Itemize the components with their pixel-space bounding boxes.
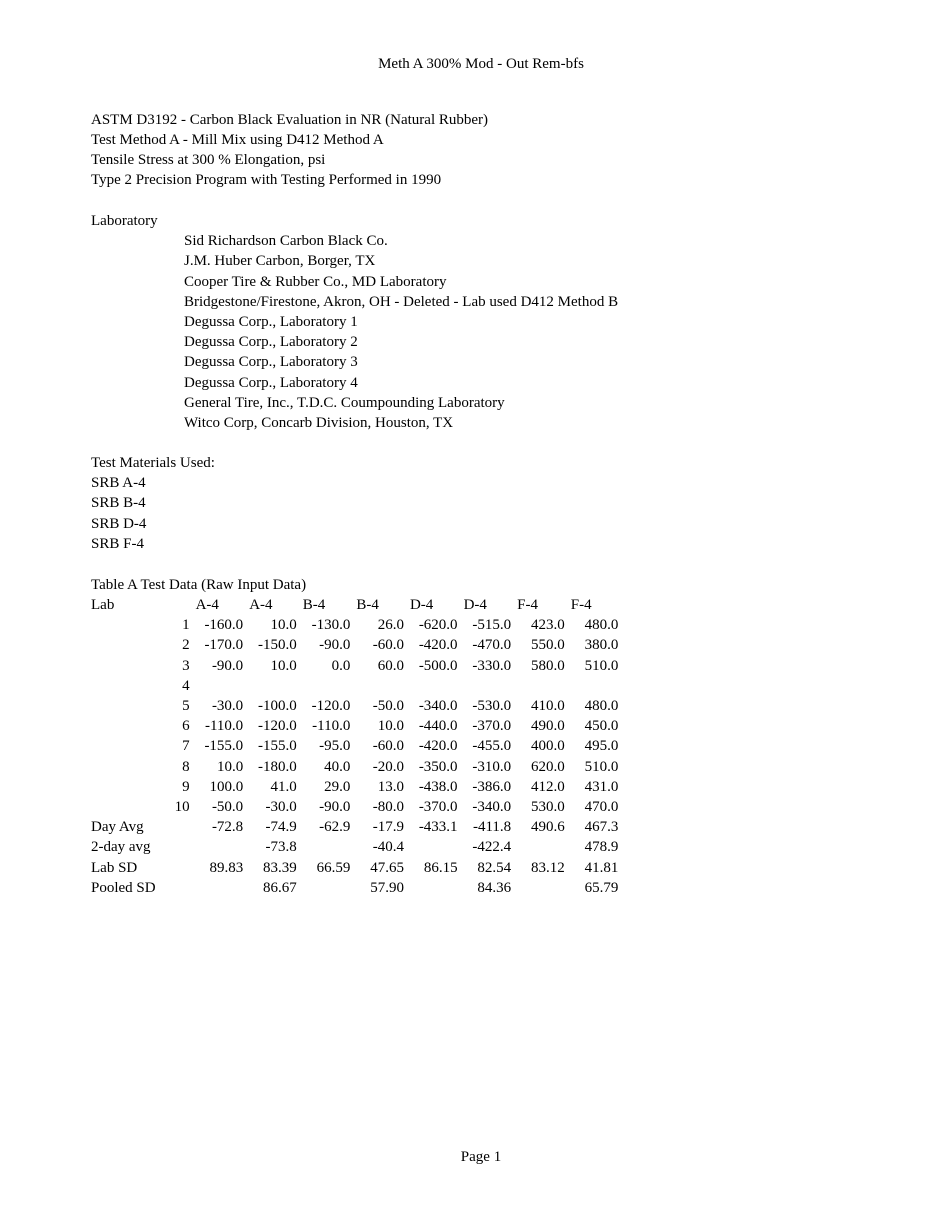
table-row [87,696,618,716]
value-cell: -72.8 [211,819,244,836]
value-cell: 82.54 [477,859,512,876]
value-cell: 423.0 [531,617,565,634]
value-cell: -130.0 [311,617,351,634]
laboratory-heading: Laboratory [91,213,158,229]
value-cell: -30.0 [211,698,244,715]
value-cell: D-4 [409,597,434,614]
value-cell: -180.0 [258,758,297,775]
lab-number-cell [156,857,190,877]
intro-line-property: Tensile Stress at 300 % Elongation, psi [91,152,326,168]
value-cell [565,676,619,696]
value-cell: 490.6 [531,819,565,836]
row-label-cell [87,696,156,716]
value-cell: -340.0 [472,798,512,815]
value-cell: 47.65 [370,859,404,876]
lab-number-cell: 9 [182,778,190,795]
value-cell: 412.0 [531,778,565,795]
row-label-cell: Lab [91,597,115,614]
value-cell: -340.0 [418,698,458,715]
value-cell: -160.0 [204,617,244,634]
value-cell: -155.0 [258,738,297,755]
row-label-cell [87,736,156,756]
lab-number-cell: 3 [182,657,190,674]
value-cell: -438.0 [418,778,458,795]
row-label-cell [87,757,156,777]
lab-number-cell: 8 [182,758,190,775]
laboratory-name: Degussa Corp., Laboratory 2 [184,334,358,350]
laboratory-name: Degussa Corp., Laboratory 3 [184,354,358,370]
table-row [87,656,618,676]
material-item: SRB B-4 [91,495,146,511]
table-row [87,797,618,817]
value-cell: A-4 [195,597,219,614]
value-cell [190,676,244,696]
value-cell: -370.0 [418,798,458,815]
lab-number-cell: 6 [182,718,190,735]
value-cell: -155.0 [204,738,244,755]
value-cell [350,676,404,696]
value-cell: -515.0 [472,617,512,634]
value-cell: 510.0 [584,657,619,674]
value-cell [404,878,458,898]
value-cell: -310.0 [472,758,512,775]
value-cell: -350.0 [418,758,458,775]
material-item: SRB F-4 [91,536,144,552]
table-row [87,837,618,857]
table-row [87,676,618,696]
value-cell: 580.0 [531,657,565,674]
value-cell: 530.0 [531,798,565,815]
value-cell: -30.0 [265,798,297,815]
value-cell: -433.1 [418,819,458,836]
laboratory-name: Degussa Corp., Laboratory 1 [184,314,358,330]
value-cell [297,837,351,857]
table-row [87,777,618,797]
value-cell: 467.3 [584,819,619,836]
lab-number-cell: 5 [182,698,190,715]
value-cell: 10.0 [270,617,297,634]
value-cell: 41.81 [584,859,619,876]
value-cell: 431.0 [584,778,619,795]
value-cell: -40.4 [372,839,404,856]
value-cell: -90.0 [319,637,351,654]
value-cell: 86.67 [263,879,297,896]
row-label-cell: Pooled SD [91,879,156,896]
lab-number-cell [156,817,190,837]
value-cell: A-4 [249,597,273,614]
material-item: SRB D-4 [91,516,147,532]
value-cell: F-4 [517,597,538,614]
table-row [87,757,618,777]
value-cell: -422.4 [472,839,512,856]
value-cell: -90.0 [211,657,244,674]
lab-number-cell: 2 [182,637,190,654]
value-cell: 83.12 [531,859,565,876]
table-row [87,716,618,736]
row-label-cell [87,797,156,817]
value-cell: 510.0 [584,758,619,775]
intro-line-program: Type 2 Precision Program with Testing Performed in 1990 [91,172,442,188]
value-cell: -20.0 [372,758,404,775]
value-cell: -50.0 [372,698,404,715]
value-cell: B-4 [356,597,379,614]
value-cell: -62.9 [319,819,351,836]
lab-number-cell: 4 [182,677,190,694]
table-row [87,857,618,877]
value-cell: 470.0 [584,798,619,815]
value-cell: 10.0 [377,718,404,735]
value-cell: 26.0 [377,617,404,634]
lab-number-cell [156,837,190,857]
value-cell: 84.36 [477,879,512,896]
value-cell: -110.0 [204,718,244,735]
laboratory-name: Witco Corp, Concarb Division, Houston, TX [184,415,454,431]
data-table [87,595,618,898]
laboratory-name: Degussa Corp., Laboratory 4 [184,375,358,391]
table-row [87,615,618,635]
value-cell: -73.8 [265,839,297,856]
lab-number-cell [156,595,190,615]
laboratory-name: Bridgestone/Firestone, Akron, OH - Deleted - Lab used D412 Method B [184,294,619,310]
value-cell: 29.0 [324,778,351,795]
value-cell: 490.0 [531,718,565,735]
value-cell: -470.0 [472,637,512,654]
value-cell: -411.8 [472,819,512,836]
value-cell: -420.0 [418,738,458,755]
row-label-cell [87,777,156,797]
row-label-cell: Day Avg [91,819,144,836]
lab-number-cell: 10 [174,798,190,815]
value-cell: 410.0 [531,698,565,715]
value-cell: 13.0 [377,778,404,795]
value-cell: 100.0 [209,778,244,795]
lab-number-cell: 7 [182,738,190,755]
row-label-cell [87,716,156,736]
value-cell: -95.0 [319,738,351,755]
row-label-cell [87,635,156,655]
lab-number-cell: 1 [182,617,190,634]
value-cell: -50.0 [211,798,244,815]
value-cell: 10.0 [270,657,297,674]
value-cell: -170.0 [204,637,244,654]
value-cell: B-4 [302,597,326,614]
value-cell: 66.59 [316,859,351,876]
value-cell: 57.90 [370,879,404,896]
value-cell: -90.0 [319,798,351,815]
value-cell: -110.0 [312,718,351,735]
value-cell: -60.0 [372,637,404,654]
value-cell: 40.0 [324,758,351,775]
table-row [87,878,618,898]
value-cell: 65.79 [584,879,619,896]
value-cell: 495.0 [584,738,619,755]
value-cell [297,878,351,898]
value-cell: -455.0 [472,738,512,755]
value-cell: -80.0 [372,798,404,815]
value-cell [190,878,244,898]
value-cell: -150.0 [258,637,297,654]
value-cell: 478.9 [584,839,619,856]
value-cell: -440.0 [418,718,458,735]
value-cell: 0.0 [331,657,351,674]
laboratory-name: Cooper Tire & Rubber Co., MD Laboratory [184,274,447,290]
value-cell: -370.0 [472,718,512,735]
value-cell: 86.15 [423,859,458,876]
value-cell: -386.0 [472,778,512,795]
value-cell: 83.39 [263,859,297,876]
material-item: SRB A-4 [91,475,146,491]
value-cell: -100.0 [258,698,297,715]
value-cell: 41.0 [270,778,297,795]
value-cell [297,676,351,696]
value-cell [511,878,565,898]
value-cell: 480.0 [584,617,619,634]
value-cell: 480.0 [584,698,619,715]
value-cell: 60.0 [377,657,404,674]
laboratory-name: General Tire, Inc., T.D.C. Coumpounding Laboratory [184,395,505,411]
row-label-cell: 2-day avg [91,839,151,856]
intro-line-standard: ASTM D3192 - Carbon Black Evaluation in NR (Natural Rubber) [91,112,489,128]
value-cell: -420.0 [418,637,458,654]
value-cell [458,676,512,696]
value-cell [243,676,297,696]
value-cell: -60.0 [372,738,404,755]
value-cell [404,676,458,696]
value-cell: F-4 [570,597,592,614]
value-cell: 450.0 [584,718,619,735]
materials-heading: Test Materials Used: [91,455,215,471]
value-cell: 400.0 [531,738,565,755]
value-cell: -17.9 [372,819,404,836]
value-cell: -500.0 [418,657,458,674]
table-row [87,736,618,756]
page-number: Page 1 [460,1149,502,1165]
value-cell: -120.0 [258,718,297,735]
row-label-cell [87,656,156,676]
value-cell [190,837,244,857]
laboratory-name: J.M. Huber Carbon, Borger, TX [184,253,376,269]
value-cell: 620.0 [531,758,565,775]
table-row [87,635,618,655]
value-cell [511,837,565,857]
page-header-title: Meth A 300% Mod - Out Rem-bfs [378,56,584,72]
value-cell [511,676,565,696]
row-label-cell [87,615,156,635]
table-title: Table A Test Data (Raw Input Data) [91,577,307,593]
value-cell: 10.0 [216,758,244,775]
value-cell: -330.0 [472,657,512,674]
laboratory-name: Sid Richardson Carbon Black Co. [184,233,388,249]
value-cell: -620.0 [418,617,458,634]
value-cell: -530.0 [472,698,512,715]
intro-line-method: Test Method A - Mill Mix using D412 Method A [91,132,384,148]
value-cell: D-4 [463,597,487,614]
table-row [87,817,618,837]
value-cell: 550.0 [531,637,565,654]
value-cell: -74.9 [265,819,297,836]
value-cell: 380.0 [584,637,619,654]
lab-number-cell [156,878,190,898]
value-cell [404,837,458,857]
value-cell: 89.83 [209,859,244,876]
row-label-cell: Lab SD [91,859,138,876]
table-header-row [87,595,618,615]
row-label-cell [87,676,156,696]
value-cell: -120.0 [311,698,351,715]
